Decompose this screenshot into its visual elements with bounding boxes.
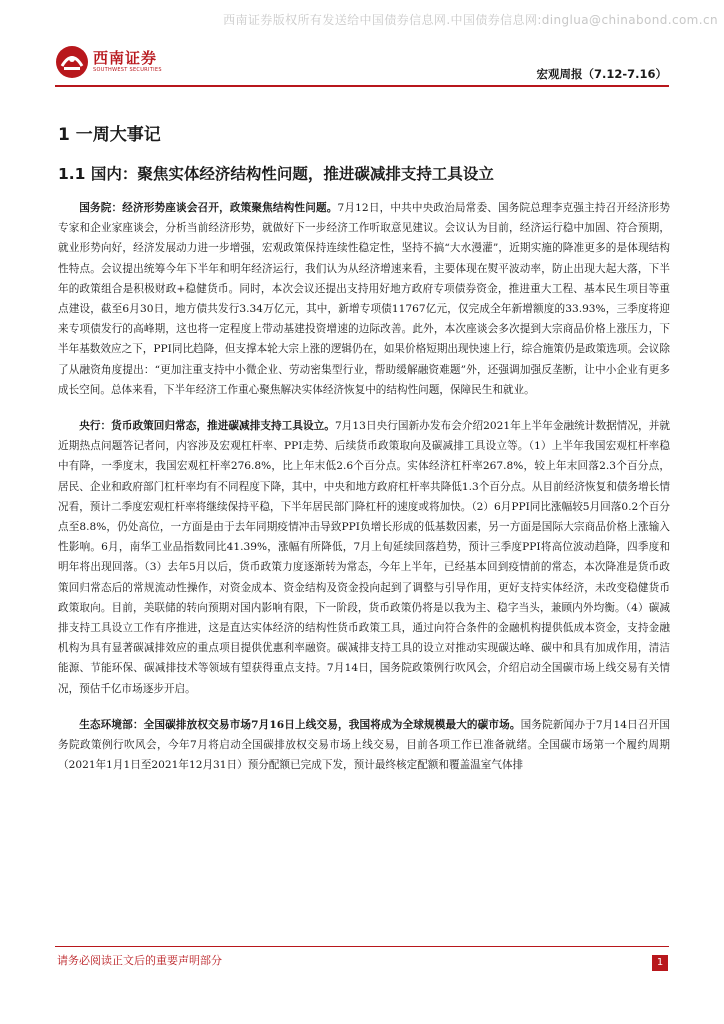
paragraph-text: 国务院新闻办于7月14日召开国务院政策例行吹风会，今年7月将启动全国碳排放权交易市场上线交易，目前各项工作已准备就绪。全国碳市场第一个履约周期（2021年1月1日至2021年12月31日）预分配额已完成下发，预计最终核定配额和覆盖温室气体排 [58, 718, 670, 772]
section-title: 1 一周大事记 [58, 125, 161, 145]
watermark: 西南证券版权所有发送给中国债券信息网.中国债券信息网:dinglua@chinabond.com.cn [223, 13, 718, 27]
paragraph-state-council [58, 198, 670, 400]
company-logo [55, 45, 162, 79]
paragraph-central-bank [58, 416, 670, 699]
footer-divider [55, 946, 669, 947]
report-label: 宏观周报（7.12-7.16） [536, 67, 667, 81]
paragraph-text: 7月12日，中共中央政治局常委、国务院总理李克强主持召开经济形势专家和企业家座谈会，分析当前经济形势，就做好下一步经济工作听取意见建议。会议认为目前，经济运行稳中加固、符合预期，就业形势向好，经济发展动力进一步增强，宏观政策保持连续性稳定性，坚持不搞“大水漫灌”，近期实施的降准更多的是体现结构性特点。会议提出统筹今年下半年和明年经济运行，我们认为从经济增速来看，主要体现在熨平波动率，防止出现大起大落，下半年的政策组合是积极财政+稳健货币。同时，本次会议还提出支持用好地方政府专项债券资金，推进重大工程、基本民生项目等重点建设，截至6月30日，地方债共发行3.34万亿元，其中，新增专项债11767亿元，仅完成全年新增额度的33.93%，三季度将迎来专项债发行的高峰期，这也将一定程度上带动基建投资增速的边际改善。此外，本次座谈会多次提到大宗商品价格上涨压力，下半年基数效应之下，PPI同比趋降，但支撑本轮大宗上涨的逻辑仍在，如果价格短期出现快速上行，综合施策仍是政策选项。会议除了从融资角度提出：“更加注重支持中小微企业、劳动密集型行业，帮助缓解融资难题”外，还强调加强反垄断，让中小企业有更多成长空间。总体来看，下半年经济工作重心聚焦解决实体经济恢复中的结构性问题，保障民生和就业。 [58, 202, 671, 396]
section-subtitle: 1.1 国内：聚焦实体经济结构性问题，推进碳减排支持工具设立 [58, 165, 494, 183]
paragraph-lead: 央行：货币政策回归常态，推进碳减排支持工具设立。 [79, 420, 335, 433]
paragraph-lead: 国务院：经济形势座谈会召开，政策聚焦结构性问题。 [79, 202, 338, 214]
article-body [58, 198, 670, 791]
paragraph-text: 7月13日央行国新办发布会介绍2021年上半年金融统计数据情况，并就近期热点问题答记者问，内容涉及宏观杠杆率、PPI走势、后续货币政策取向及碳减排工具设立等。（1）上半年我国宏观杠杆率稳中有降，一季度末，我国宏观杠杆率276.8%，比上年末低2.6个百分点。实体经济杠杆率267.8%，较上年末回落2.3个百分点，居民、企业和政府部门杠杆率均有不同程度下降，其中，中央和地方政府杠杆率共降低1.3个百分点。从目前经济恢复和债务增长情况看，预计二季度宏观杠杆率将继续保持平稳，下半年居民部门降杠杆的速度或将加快。（2）6月PPI同比涨幅较5月回落0.2个百分点至8.8%，仍处高位，一方面是由于去年同期疫情冲击导致PPI负增长形成的低基数因素，另一方面是国际大宗商品价格上涨输入性影响。6月，南华工业品指数同比41.39%，涨幅有所降低，7月上旬延续回落趋势，预计三季度PPI将高位波动趋降，四季度和明年将出现回落。（3）去年5月以后，货币政策力度逐渐转为常态，今年上半年，已经基本回到疫情前的常态，本次降准是货币政策回归常态后的常规流动性操作，对资金成本、资金结构及资金投向起到了调整与引导作用，更好支持实体经济，未改变稳健货币政策取向。目前，美联储的转向预期对国内影响有限，下一阶段，货币政策仍将是以我为主、稳字当头，兼顾内外均衡。（4）碳减排支持工具设立工作有序推进，这是直达实体经济的结构性货币政策工具，通过向符合条件的金融机构提供低成本资金，支持金融机构为具有显著碳减排效应的重点项目提供优惠利率融资。碳减排支持工具的设立对推动实现碳达峰、碳中和具有加成作用，清洁能源、节能环保、碳减排技术等领域有望获得重点支持。7月14日，国务院政策例行吹风会，介绍启动全国碳市场上线交易有关情况，预估千亿市场逐步开启。 [58, 420, 670, 695]
logo-name-cn: 西南证券 [93, 49, 158, 67]
logo-name-en: SOUTHWEST SECURITIES [93, 67, 162, 73]
footer-disclaimer: 请务必阅读正文后的重要声明部分 [57, 954, 222, 967]
page-number: 1 [652, 955, 668, 971]
header-divider [55, 85, 669, 87]
paragraph-lead: 生态环境部：全国碳排放权交易市场7月16日上线交易，我国将成为全球规模最大的碳市场。 [79, 718, 521, 731]
paragraph-ecology [58, 715, 670, 776]
logo-emblem-icon [55, 45, 89, 79]
